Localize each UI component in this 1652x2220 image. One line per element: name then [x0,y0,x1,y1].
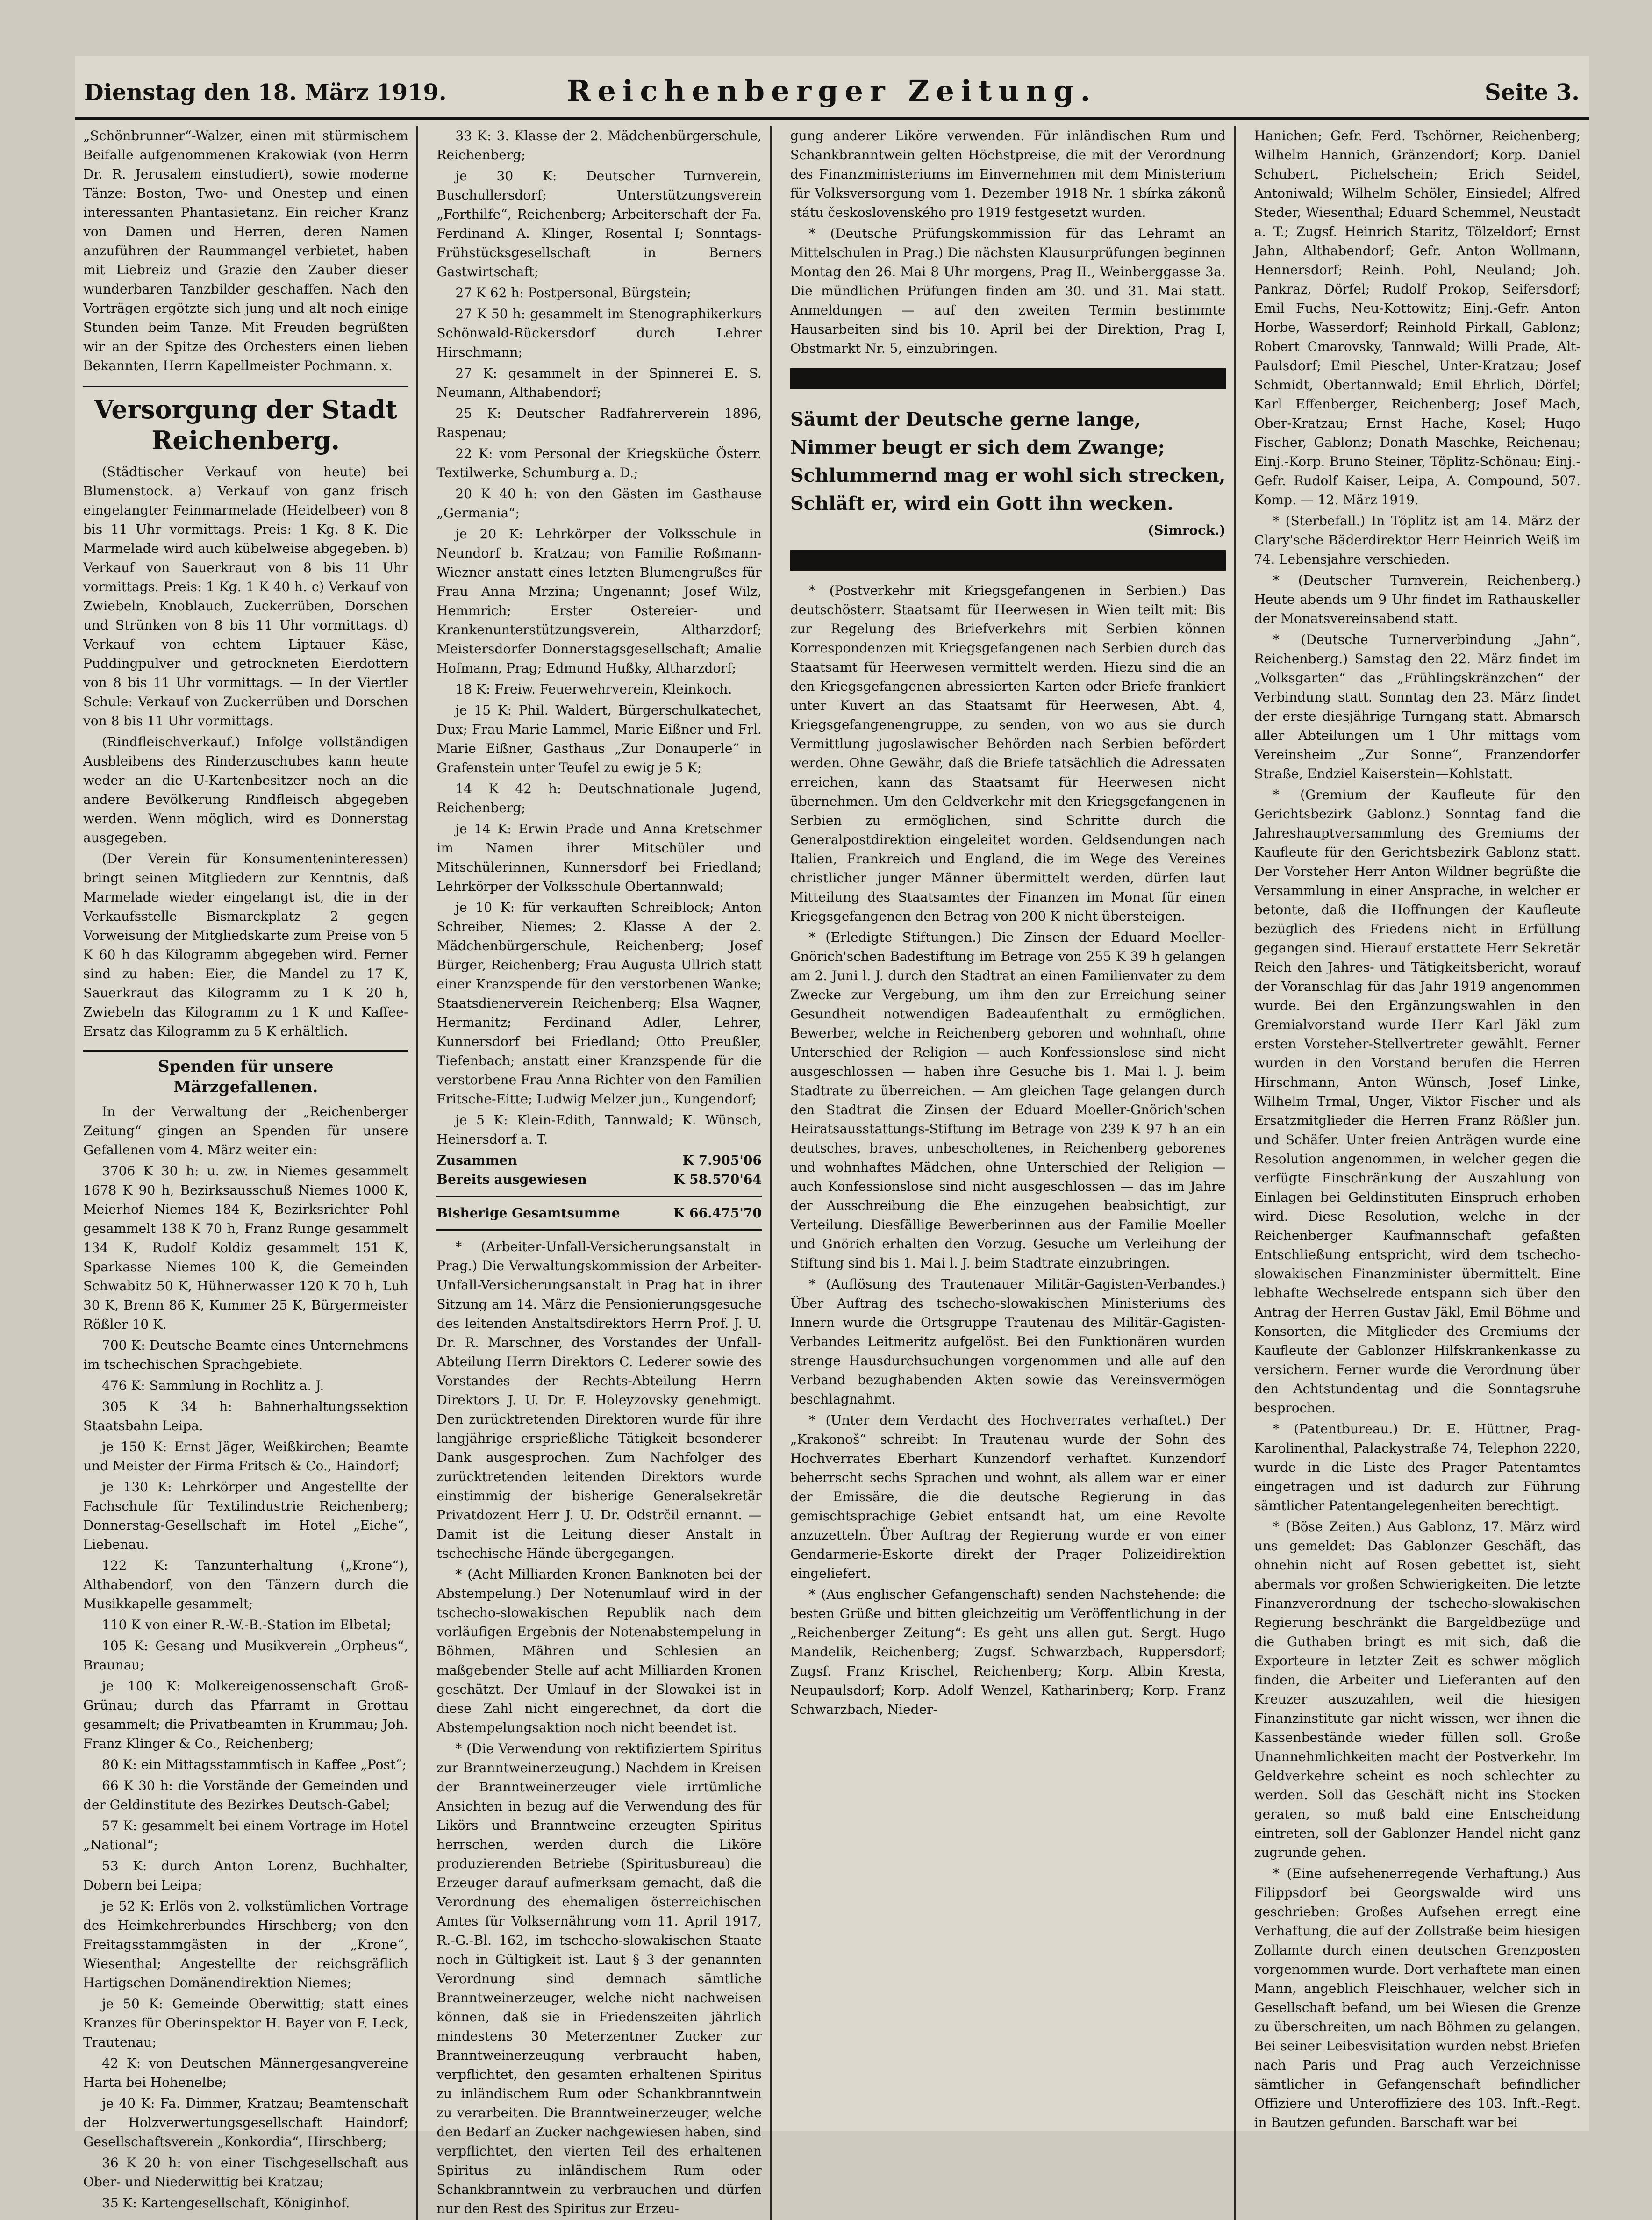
donation-item: je 50 K: Gemeinde Oberwittig; statt eines Kranzes für Oberinspektor H. Bayer von F. Leck, Trautenau; [83,1996,408,2050]
donation-item: je 20 K: Lehrkörper der Volksschule in Neundorf b. Kratzau; von Familie Roßmann-Wiezner anstatt eines letzten Blumengrußes für Frau Anna Mrzina; Ungenannt; Josef Wilz, Hemmrich; Erster Ostereier- und Krankenunterstützungsverein, Altharzdorf; Meistersdorfer Donnerstagsgesellschaft; Amalie Hofmann, Prag; Edmund Hußky, Altharzdorf; [436,526,762,676]
sum-value: K 58.570'64 [673,1172,762,1187]
poem-author: (Simrock.) [1147,523,1226,538]
article-text: * (Deutsche Prüfungskommission für das Lehramt an Mittelschulen in Prag.) Die nächsten Klausurprüfungen beginnen Montag den 26. Mai 8 Uhr morgens, Prag II., Weinberggasse 3a. Die mündlichen Prüfungen finden am 30. und 31. Mai statt. Anmeldungen — auf den zweiten Termin bestimmte Hausarbeiten sind bis 10. April bei der Direktion, Prag I, Obstmarkt Nr. 5, einzubringen. [790,226,1226,356]
article-text: * (Postverkehr mit Kriegsgefangenen in Serbien.) Das deutschösterr. Staatsamt für Heerwesen in Wien teilt mit: Bis zur Regelung des Briefverkehrs mit Serbien können Korrespondenzen mit Kriegsgefangenen nach Serbien durch das Staatsamt für Heerwesen vermittelt werden. Hiezu sind die an den Kriegsgefangenen abressierten Karten oder Briefe frankiert unter Kuvert an das Staatsamt für Heerwesen, Abt. 4, Kriegsgefangenengruppe, zu senden, von wo aus sie durch Vermittlung jugoslawischer Behörden nach Serbien befördert werden. Ohne Gewähr, daß die Briefe tatsächlich die Adressaten erreichen, kann das Staatsamt für Heerwesen nicht übernehmen. Um den Geldverkehr mit den Kriegsgefangenen in Serbien zu ermöglichen, sind Schritte durch die Generalpostdirektion eingeleitet worden. Geldsendungen nach Italien, Frankreich und England, die im Wege des Vereines christlicher junger Männer übermittelt werden, dürfen laut Mitteilung des Staatsamtes der Finanzen im Monat für einen Kriegsgefangenen den Betrag von 200 K nicht übersteigen. [790,583,1226,924]
donation-item: je 14 K: Erwin Prade und Anna Kretschmer im Namen ihrer Mitschüler und Mitschülerinnen, Kunnersdorf bei Friedland; Lehrkörper der Volksschule Obertannwald; [436,821,762,894]
sum-label: Bisherige Gesamtsumme [436,1205,620,1221]
column-3 [782,126,1236,2220]
donation-item: je 100 K: Molkereigenossenschaft Groß-Grünau; durch das Pfarramt in Grottau gesammelt; die Privatbeamten in Krummau; Joh. Franz Klinger & Co., Reichenberg; [83,1678,408,1751]
black-rule [790,550,1226,571]
page-number: Seite 3. [1485,79,1580,106]
article-text: * (Böse Zeiten.) Aus Gablonz, 17. März wird uns gemeldet: Das Gablonzer Geschäft, das ohnehin nicht auf Rosen gebettet ist, sieht abermals vor großen Schwierigkeiten. Die letzte Finanzverordnung der tschecho-slowakischen Regierung beschränkt die Bargeldbezüge und die Guthaben bringt es mit sich, daß die Exporteure in letzter Zeit es schwer möglich finden, die Arbeiter und Lieferanten auf den Kreuzer auszuzahlen, weil die hiesigen Finanzinstitute gar nicht wissen, wer ihnen die Kassenbestände wieder füllen soll. Große Unannehmlichkeiten macht der Postverkehr. Im Geldverkehre scheint es noch schlechter zu werden. Soll das Geschäft nicht ins Stocken geraten, so muß bald eine Entscheidung eintreten, soll der Gablonzer Handel nicht ganz zugrunde gehen. [1254,1519,1580,1860]
sum-value: K 7.905'06 [682,1153,762,1168]
sum-line-total [436,1151,761,1170]
column-2 [428,126,771,2220]
article-text: * (Aus englischer Gefangenschaft) senden Nachstehende: die besten Grüße und bitten gleichzeitig um Veröffentlichung in der „Reichenberger Zeitung“: Es geht uns allen gut. Sergt. Hugo Mandelik, Reichenberg; Zugsf. Schwarzbach, Ruppersdorf; Zugsf. Franz Krischel, Reichenberg; Korp. Albin Kresta, Neupaulsdorf; Korp. Adolf Wenzel, Katharinberg; Korp. Franz Schwarzbach, Nieder- [790,1587,1226,1717]
article-text: * (Deutsche Turnerverbindung „Jahn“, Reichenberg.) Samstag den 22. März findet im „Volksgarten“ das „Frühlingskränzchen“ der Verbindung statt. Sonntag den 23. März findet der erste diesjährige Turngang statt. Abmarsch aller Abteilungen um 1 Uhr mittags vom Vereinsheim „Zur Sonne“, Franzendorfer Straße, Endziel Kaiserstein—Kohlstatt. [1254,632,1580,781]
donation-item: 22 K: vom Personal der Kriegsküche Österr. Textilwerke, Schumburg a. D.; [436,446,762,480]
donation-item: je 15 K: Phil. Waldert, Bürgerschulkatechet, Dux; Frau Marie Lammel, Marie Eißner und Frl. Marie Eißner, Gasthaus „Zur Donauperle“ in Grafenstein unter Teufel zu ewig je 5 K; [436,702,762,775]
article-text: (Der Verein für Konsumenteninteressen) bringt seinen Mitgliedern zur Kenntnis, daß Marmelade wieder eingelangt ist, die in der Verkaufsstelle Bismarckplatz 2 gegen Vorweisung der Mitgliedskarte zum Preise von 5 K 60 h das Kilogramm abgegeben wird. Ferner sind zu haben: Eier, die Mandel zu 17 K, Sauerkraut das Kilogramm zu 1 K 20 h, Zwiebeln das Kilogramm zu 1 K und Kaffee-Ersatz das Kilogramm zu 5 K erhältlich. [83,851,408,1039]
article-text: gung anderer Liköre verwenden. Für inländischen Rum und Schankbranntwein gelten Höchstpreise, die mit der Verordnung des Finanzministeriums im Einvernehmen mit dem Ministerium für Volksversorgung vom 1. Dezember 1918 Nr. 1 sbírka zákonů státu československého pro 1919 festgesetzt wurden. [790,128,1226,220]
article-text: * (Patentbureau.) Dr. E. Hüttner, Prag-Karolinenthal, Palackystraße 74, Telephon 2220, wurde in die Liste des Prager Patentamtes eingetragen und ist dadurch zur Führung sämtlicher Patentangelegenheiten berechtigt. [1254,1421,1580,1513]
donation-item: 27 K 62 h: Postpersonal, Bürgstein; [455,285,691,301]
donation-item: 700 K: Deutsche Beamte eines Unternehmens im tschechischen Sprachgebiete. [83,1338,408,1372]
poem [790,399,1226,521]
sum-line-previous [436,1170,761,1189]
donation-item: je 130 K: Lehrkörper und Angestellte der Fachschule für Textilindustrie Reichenberg; Donnerstag-Gesellschaft im Hotel „Eiche“, Liebenau. [83,1479,408,1552]
article-text: * (Die Verwendung von rektifiziertem Spiritus zur Branntweinerzeugung.) Nachdem in Kreisen der Branntweinerzeuger viele irrtümliche Ansichten in bezug auf die Verwendung des für Likörs und Branntweine erzeugten Spiritus herrschen, werden durch die Liköre produzierenden Betriebe (Spiritusbureau) die Erzeuger darauf aufmerksam gemacht, daß die Verordnung des ehemaligen österreichischen Amtes für Volksernährung vom 11. April 1917, R.-G.-Bl. 162, im tschecho-slowakischen Staate noch in Gültigkeit ist. Laut § 3 der genannten Verordnung sind demnach sämtliche Branntweinerzeuger, welche nicht nachweisen können, daß sie in Friedenszeiten jährlich mindestens 30 Meterzentner Zucker zur Branntweinerzeugung verbraucht haben, verpflichtet, den gesamten erhaltenen Spiritus zu inländischem Rum oder Schankbranntwein zu verarbeiten. Die Branntweinerzeuger, welche den Bedarf an Zucker nachgewiesen haben, sind verpflichtet, den vierten Teil des erhaltenen Spiritus zu inländischem Rum oder Schankbranntwein zu verbrauchen und dürfen nur den Rest des Spiritus zur Erzeu- [436,1741,762,2216]
donation-item: je 150 K: Ernst Jäger, Weißkirchen; Beamte und Meister der Firma Fritsch & Co., Haindorf; [83,1439,408,1474]
poem-line: Nimmer beugt er sich dem Zwange; [790,437,1165,458]
article-text: * (Gremium der Kaufleute für den Gerichtsbezirk Gablonz.) Sonntag fand die Jahreshauptversammlung des Gremiums der Kaufleute für den Gerichtsbezirk Gablonz statt. Der Vorsteher Herr Anton Wildner begrüßte die Versammlung in einer Ansprache, in welcher er betonte, daß die Hoffnungen der Kaufleute bezüglich des Friedens nicht in Erfüllung gegangen sind. Hierauf erstattete Herr Sekretär Reich den Jahres- und Tätigkeitsbericht, worauf der Voranschlag für das Jahr 1919 angenommen wurde. Bei den Ergänzungswahlen in den Gremialvorstand wurde Herr Karl Jäkl zum ersten Vorsteher-Stellvertreter gewählt. Ferner wurden in den Vorstand berufen die Herren Hirschmann, Anton Wünsch, Josef Linke, Wilhelm Trmal, Unger, Viktor Fischer und als Ersatzmitglieder die Herren Franz Rößler jun. und Schäfer. Unter freien Anträgen wurde eine Resolution angenommen, in welcher gegen die verfügte Einschränkung der Auszahlung von Einlagen bei Geldinstituten Einspruch erhoben wird. Diese Resolution, welche in der Reichenberger Kaufmannschaft gefaßten Entschließung entspricht, wird dem tschecho-slowakischen Finanzminister übermittelt. Eine lebhafte Wechselrede entspann sich über den Antrag der Herren Gustav Jäkl, Emil Böhme und Konsorten, die Mitglieder des Gremiums der Kaufleute der Gablonzer Hilfskrankenkasse zu versichern. Ferner wurde die Verordnung über den Achtstundentag und die Sonntagsruhe besprochen. [1254,787,1580,1416]
donation-item: 36 K 20 h: von einer Tischgesellschaft aus Ober- und Niederwittig bei Kratzau; [83,2155,408,2190]
donation-item: 33 K: 3. Klasse der 2. Mädchenbürgerschule, Reichenberg; [436,128,762,163]
donation-item: 105 K: Gesang und Musikverein „Orpheus“, Braunau; [83,1638,408,1673]
article-text: * (Deutscher Turnverein, Reichenberg.) Heute abends um 9 Uhr findet im Rathauskeller der Monatsvereinsabend statt. [1254,573,1580,626]
newspaper-page [75,56,1589,2216]
article-text: (Städtischer Verkauf von heute) bei Blumenstock. a) Verkauf von ganz frisch eingelangter Feinmarmelade (Heidelbeer) von 8 bis 11 Uhr vormittags. Preis: 1 Kg. 8 K. Die Marmelade wird auch kübelweise abgegeben. b) Verkauf von Sauerkraut von 8 bis 11 Uhr vormittags. Preis: 1 Kg. 1 K 40 h. c) Verkauf von Zwiebeln, Knoblauch, Zuckerrüben, Dorschen und Strünken von 8 bis 11 Uhr vormittags. d) Verkauf von echtem Liptauer Käse, Puddingpulver und getrockneten Eierdottern von 8 bis 11 Uhr vormittags. — In der Viertler Schule: Verkauf von Zuckerrüben und Dorschen von 8 bis 11 Uhr vormittags. [83,464,408,729]
article-columns [75,126,1589,2216]
donation-item: 27 K: gesammelt in der Spinnerei E. S. Neumann, Althabendorf; [436,365,762,400]
section-heading: Spenden für unsere Märzgefallenen. [83,1050,408,1097]
sum-label: Bereits ausgewiesen [436,1172,587,1187]
donation-item: 305 K 34 h: Bahnerhaltungssektion Staatsbahn Leipa. [83,1399,408,1433]
donation-item: 25 K: Deutscher Radfahrerverein 1896, Raspenau; [436,406,762,440]
donation-item: je 10 K: für verkauften Schreiblock; Anton Schreiber, Niemes; 2. Klasse A der 2. Mädchenbürgerschule, Reichenberg; Josef Bürger, Reichenberg; Frau Augusta Ullrich statt einer Kranzspende für den verstorbenen Wanke; Staatsdienerverein Reichenberg; Elsa Wagner, Hermanitz; Ferdinand Adler, Lehrer, Kunnersdorf bei Friedland; Otto Preußler, Tiefenbach; anstatt einer Kranzspende für die verstorbene Frau Anna Richter von den Familien Fritsche-Eitte; Ludwig Melzer jun., Kungendorf; [436,900,762,1107]
article-text: * (Unter dem Verdacht des Hochverrates verhaftet.) Der „Krakonoš“ schreibt: In Trautenau wurde der Sohn des Hochverrates Eberhart Kunzendorf verhaftet. Kunzendorf beherrscht sechs Sprachen und wohnt, als allem war er einer der Emissäre, die die deutsche Regierung in das gemischtsprachige Gebiet entsandt hat, um eine Revolte anzuzetteln. Über Auftrag der Regierung wurde er von einer Gendarmerie-Eskorte direkt der Prager Polizeidirektion eingeliefert. [790,1412,1226,1581]
poem-line: Schlummernd mag er wohl sich strecken, [790,465,1226,487]
divider [436,1229,761,1231]
donation-item: 110 K von einer R.-W.-B.-Station im Elbetal; [102,1617,392,1633]
donation-item: 66 K 30 h: die Vorstände der Gemeinden und der Geldinstitute des Bezirkes Deutsch-Gabel; [83,1778,408,1812]
donation-item: 476 K: Sammlung in Rochlitz a. J. [102,1378,324,1393]
article-text: „Schönbrunner“-Walzer, einen mit stürmischem Beifalle aufgenommenen Krakowiak (von Herrn Dr. R. Jerusalem einstudiert), sowie moderne Tänze: Boston, Two- und Onestep und einen interessanten Phantasietanz. Ein reicher Kranz von Damen und Herren, deren Namen anzuführen der Raummangel verbietet, haben mit Liebreiz und Grazie den Zauber dieser wunderbaren Tanzbilder geschaffen. Nach den Vorträgen ergötzte sich jung und alt noch einige Stunden beim Tanze. Mit Freuden begrüßten wir an der Spitze des Orchesters einen lieben Bekannten, Herrn Kapellmeister Pochmann. x. [83,128,408,373]
donation-item: 3706 K 30 h: u. zw. in Niemes gesammelt 1678 K 90 h, Bezirksausschuß Niemes 1000 K, Meierhof Niemes 184 K, Bezirksrichter Pohl gesammelt 138 K 70 h, Franz Runge gesammelt 134 K, Rudolf Koldiz gesammelt 151 K, Sparkasse Niemes 100 K, die Gemeinden Schwabitz 50 K, Hühnerwasser 120 K 70 h, Luh 30 K, Brenn 86 K, Kummer 25 K, Bürgermeister Rößler 10 K. [83,1163,408,1332]
column-4 [1246,126,1589,2220]
donation-item: 18 K: Freiw. Feuerwehrverein, Kleinkoch. [455,681,732,697]
donation-item: 35 K: Kartengesellschaft, Königinhof. [102,2195,350,2211]
donation-item: 20 K 40 h: von den Gästen im Gasthause „Germania“; [436,486,762,521]
sum-line-grand-total [436,1203,761,1223]
issue-date: Dienstag den 18. März 1919. [84,79,447,106]
masthead [75,65,1589,120]
donation-item: 80 K: ein Mittagsstammtisch in Kaffee „Post“; [102,1757,407,1772]
black-rule [790,368,1226,389]
donation-item: je 40 K: Fa. Dimmer, Kratzau; Beamtenschaft der Holzverwertungsgesellschaft Haindorf; Gesellschaftsverein „Konkordia“, Hirschberg; [83,2096,408,2149]
article-text: * (Eine aufsehenerregende Verhaftung.) Aus Filippsdorf bei Georgswalde wird uns geschrieben: Großes Aufsehen erregt eine Verhaftung, die auf der Zollstraße beim hiesigen Zollamte durch einen deutschen Grenzposten vorgenommen wurde. Dort verhaftete man einen Mann, angeblich Fleischhauer, welcher sich in Gesellschaft befand, um bei Wiesen die Grenze zu überschreiten, um nach Böhmen zu gelangen. Bei seiner Leibesvisitation wurden nebst Briefen nach Paris und Prag auch Verzeichnisse sämtlicher in Gefangenschaft befindlicher Offiziere und Unteroffiziere des 103. Inft.-Regt. in Bautzen gefunden. Barschaft war bei [1254,1866,1580,2130]
article-text: * (Erledigte Stiftungen.) Die Zinsen der Eduard Moeller-Gnörich'schen Badestiftung im Betrage von 255 K 39 h gelangen am 2. Juni l. J. durch den Stadtrat an einen Familienvater zu dem Zwecke zur Vergebung, um ihm den zur Erreichung seiner Gesundheit notwendigen Badeaufenthalt zu ermöglichen. Bewerber, welche in Reichenberg geboren und wohnhaft, ohne Unterschied der Religion — auch Konfessionslose sind nicht ausgeschlossen — haben ihre Gesuche bis 1. Mai l. J. beim Stadtrate zu überreichen. — Am gleichen Tage gelangen durch den Stadtrat die Zinsen der Eduard Moeller-Gnörich'schen Heiratsausstattungs-Stiftung im Betrage von 239 K 97 h an ein deutsches, braves, unbescholtenes, in Reichenberg geborenes und wohnhaftes Mädchen, ohne Unterschied der Religion — auch Konfessionslose sind nicht ausgeschlossen — das im Jahre der Ausschreibung die Ehe einzugehen beabsichtigt, zur Verteilung. Diesfällige Bewerberinnen aus der Familie Moeller und Gnörich erhalten den Vorzug. Gesuche um Verleihung der Stiftung sind bis 1. Mai l. J. beim Stadtrate einzubringen. [790,930,1226,1271]
donation-item: je 5 K: Klein-Edith, Tannwald; K. Wünsch, Heinersdorf a. T. [436,1112,762,1147]
section-heading: Versorgung der Stadt Reichenberg. [83,386,408,456]
sum-value: K 66.475'70 [673,1205,762,1221]
donation-item: 42 K: von Deutschen Männergesangvereine Harta bei Hohenelbe; [83,2055,408,2090]
poem-line: Säumt der Deutsche gerne lange, [790,408,1141,430]
article-text: * (Acht Milliarden Kronen Banknoten bei der Abstempelung.) Der Notenumlauf wird in der tschecho-slowakischen Republik nach dem vorläufigen Ergebnis der Notenabstempelung in Böhmen, Mähren und Schlesien an maßgebender Stelle auf acht Milliarden Kronen geschätzt. Der Umlauf in der Slowakei ist in diese Zahl nicht eingerechnet, da dort die Abstempelungsaktion noch nicht beendet ist. [436,1567,762,1735]
article-text: (Rindfleischverkauf.) Infolge vollständigen Ausbleibens des Rinderzuschubes kann heute weder an die U-Kartenbesitzer noch an die andere Bevölkerung Rindfleisch abgegeben werden. Wenn möglich, wird es Donnerstag ausgegeben. [83,734,408,845]
donation-item: 27 K 50 h: gesammelt im Stenographikerkurs Schönwald-Rückersdorf durch Lehrer Hirschmann; [436,306,762,360]
donation-item: je 30 K: Deutscher Turnverein, Buschullersdorf; Unterstützungsverein „Forthilfe“, Reichenberg; Arbeiterschaft der Fa. Ferdinand A. Klinger, Rosental I; Sonntags-Frühstücksgesellschaft in Berners Gastwirtschaft; [436,168,762,279]
article-text: In der Verwaltung der „Reichenberger Zeitung“ gingen an Spenden für unsere Gefallenen vom 4. März weiter ein: [83,1104,408,1158]
article-text: Hanichen; Gefr. Ferd. Tschörner, Reichenberg; Wilhelm Hannich, Gränzendorf; Korp. Daniel Schubert, Pichelschein; Erich Seidel, Antoniwald; Wilhelm Schöler, Einsiedel; Alfred Steder, Wiesenthal; Eduard Schemmel, Neustadt a. T.; Zugsf. Heinrich Staritz, Tölzeldorf; Ernst Jahn, Althabendorf; Gefr. Anton Wollmann, Hennersdorf; Reinh. Pohl, Neuland; Joh. Pankraz, Dörfel; Rudolf Prokop, Seifersdorf; Emil Fuchs, Neu-Kottowitz; Einj.-Gefr. Anton Horbe, Wasserdorf; Reinhold Pirkall, Gablonz; Robert Cmarovsky, Tannwald; Willi Prade, Alt-Paulsdorf; Emil Pieschel, Unter-Kratzau; Josef Schmidt, Obertannwald; Emil Ehrlich, Dörfel; Karl Effenberger, Reichenberg; Josef Mach, Ober-Kratzau; Ernst Hache, Kosel; Hugo Fischer, Gablonz; Donath Maschke, Reichenau; Einj.-Korp. Bruno Steiner, Töplitz-Schönau; Einj.-Gefr. Rudolf Kaiser, Leipa, A. Compound, 507. Komp. — 12. März 1919. [1254,128,1580,508]
poem-line: Schläft er, wird ein Gott ihn wecken. [790,493,1173,515]
divider [436,1196,761,1197]
newspaper-title: Reichenberger Zeitung. [566,74,1097,108]
donation-item: 53 K: durch Anton Lorenz, Buchhalter, Dobern bei Leipa; [83,1858,408,1893]
article-text: * (Auflösung des Trautenauer Militär-Gagisten-Verbandes.) Über Auftrag des tschecho-slowakischen Ministeriums des Innern wurde die Ortsgruppe Trautenau des Militär-Gagisten-Verbandes Leitmeritz aufgelöst. Bei den Funktionären wurden strenge Hausdurchsuchungen vorgenommen und alle auf den Verband bezughabenden Akten sowie das Vereinsvermögen beschlagnahmt. [790,1276,1226,1407]
article-text: * (Arbeiter-Unfall-Versicherungsanstalt in Prag.) Die Verwaltungskommission der Arbeiter-Unfall-Versicherungsanstalt in Prag hat in ihrer Sitzung am 14. März die Pensionierungsgesuche des leitenden Anstaltsdirektors Herrn Prof. J. U. Dr. R. Marschner, des Vorstandes der Unfall-Abteilung Herrn Direktors C. Lederer sowie des Vorstandes der Rechts-Abteilung Herrn Direktors J. U. Dr. F. Holeyzovsky genehmigt. Den zurücktretenden Direktoren wurde für ihre langjährige ersprießliche Tätigkeit besonderer Dank ausgesprochen. Zum Nachfolger des zurücktretenden leitenden Direktors wurde einstimmig der bisherige Generalsekretär Privatdozent Herr J. U. Dr. Odstrčil ernannt. — Damit ist die Leitung dieser Anstalt in tschechische Hände übergegangen. [436,1239,762,1561]
column-1 [75,126,418,2220]
article-text: * (Sterbefall.) In Töplitz ist am 14. März der Clary'sche Bäderdirektor Herr Heinrich Weiß im 74. Lebensjahre verschieden. [1254,513,1580,567]
donation-item: je 52 K: Erlös von 2. volkstümlichen Vortrage des Heimkehrerbundes Hirschberg; von den Freitagsstammgästen in der „Krone“, Wiesenthal; Angestellte der reichsgräflich Hartigschen Domänendirektion Niemes; [83,1898,408,1991]
donation-item: 14 K 42 h: Deutschnationale Jugend, Reichenberg; [436,781,762,816]
donation-item: 57 K: gesammelt bei einem Vortrage im Hotel „National“; [83,1818,408,1853]
donation-item: 122 K: Tanzunterhaltung („Krone“), Althabendorf, von den Tänzern durch die Musikkapelle gesammelt; [83,1558,408,1611]
sum-label: Zusammen [436,1153,517,1168]
